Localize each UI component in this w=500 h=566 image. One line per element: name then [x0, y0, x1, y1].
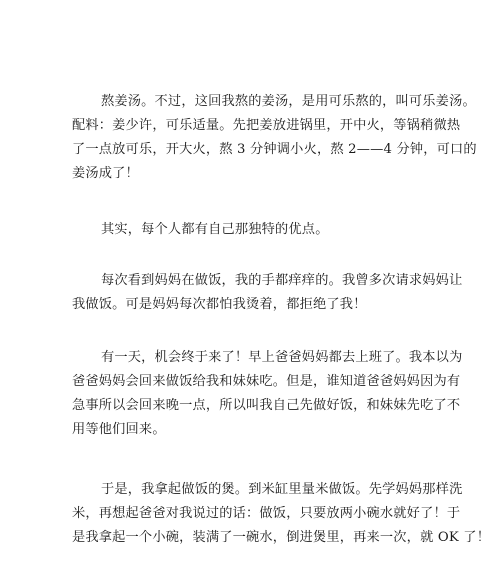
paragraph-ginger-soup: [72, 90, 477, 186]
text-line: 有一天，机会终于来了！早上爸爸妈妈都去上班了。我本以为: [101, 350, 463, 365]
text-line: 每次看到妈妈在做饭，我的手都痒痒的。我曾多次请求妈妈让: [101, 273, 463, 288]
paragraph-strengths: [72, 218, 432, 242]
text-line: 是我拿起一个小碗，装满了一碗水，倒进煲里，再来一次，就 OK 了！: [72, 530, 491, 545]
paragraph-chance-came: [72, 346, 463, 442]
text-line: 米，再想起爸爸对我说过的话：做饭，只要放两小碗水就好了！于: [72, 506, 461, 521]
text-line: 于是，我拿起做饭的煲。到米缸里量米做饭。先学妈妈那样洗: [101, 482, 463, 497]
text-line: 配料：姜少许，可乐适量。先把姜放进锅里，开中火，等锅稍微热: [72, 118, 461, 133]
paragraph-cook-rice: [72, 478, 491, 550]
text-line: 其实，每个人都有自己那独特的优点。: [101, 222, 329, 237]
text-line: 姜汤成了！: [72, 166, 139, 181]
paragraph-mom-cooking: [72, 269, 463, 317]
text-line: 了一点放可乐，开大火，熬 3 分钟调小火，熬 2——4 分钟，可口的: [72, 142, 477, 157]
text-line: 用等他们回来。: [72, 422, 166, 437]
text-line: 爸爸妈妈会回来做饭给我和妹妹吃。但是，谁知道爸爸妈妈因为有: [72, 374, 461, 389]
text-line: 急事所以会回来晚一点，所以叫我自己先做好饭，和妹妹先吃了不: [72, 398, 461, 413]
text-line: 我做饭。可是妈妈每次都怕我烫着，都拒绝了我！: [72, 297, 367, 312]
text-line: 熬姜汤。不过，这回我熬的姜汤，是用可乐熬的，叫可乐姜汤。: [101, 94, 476, 109]
